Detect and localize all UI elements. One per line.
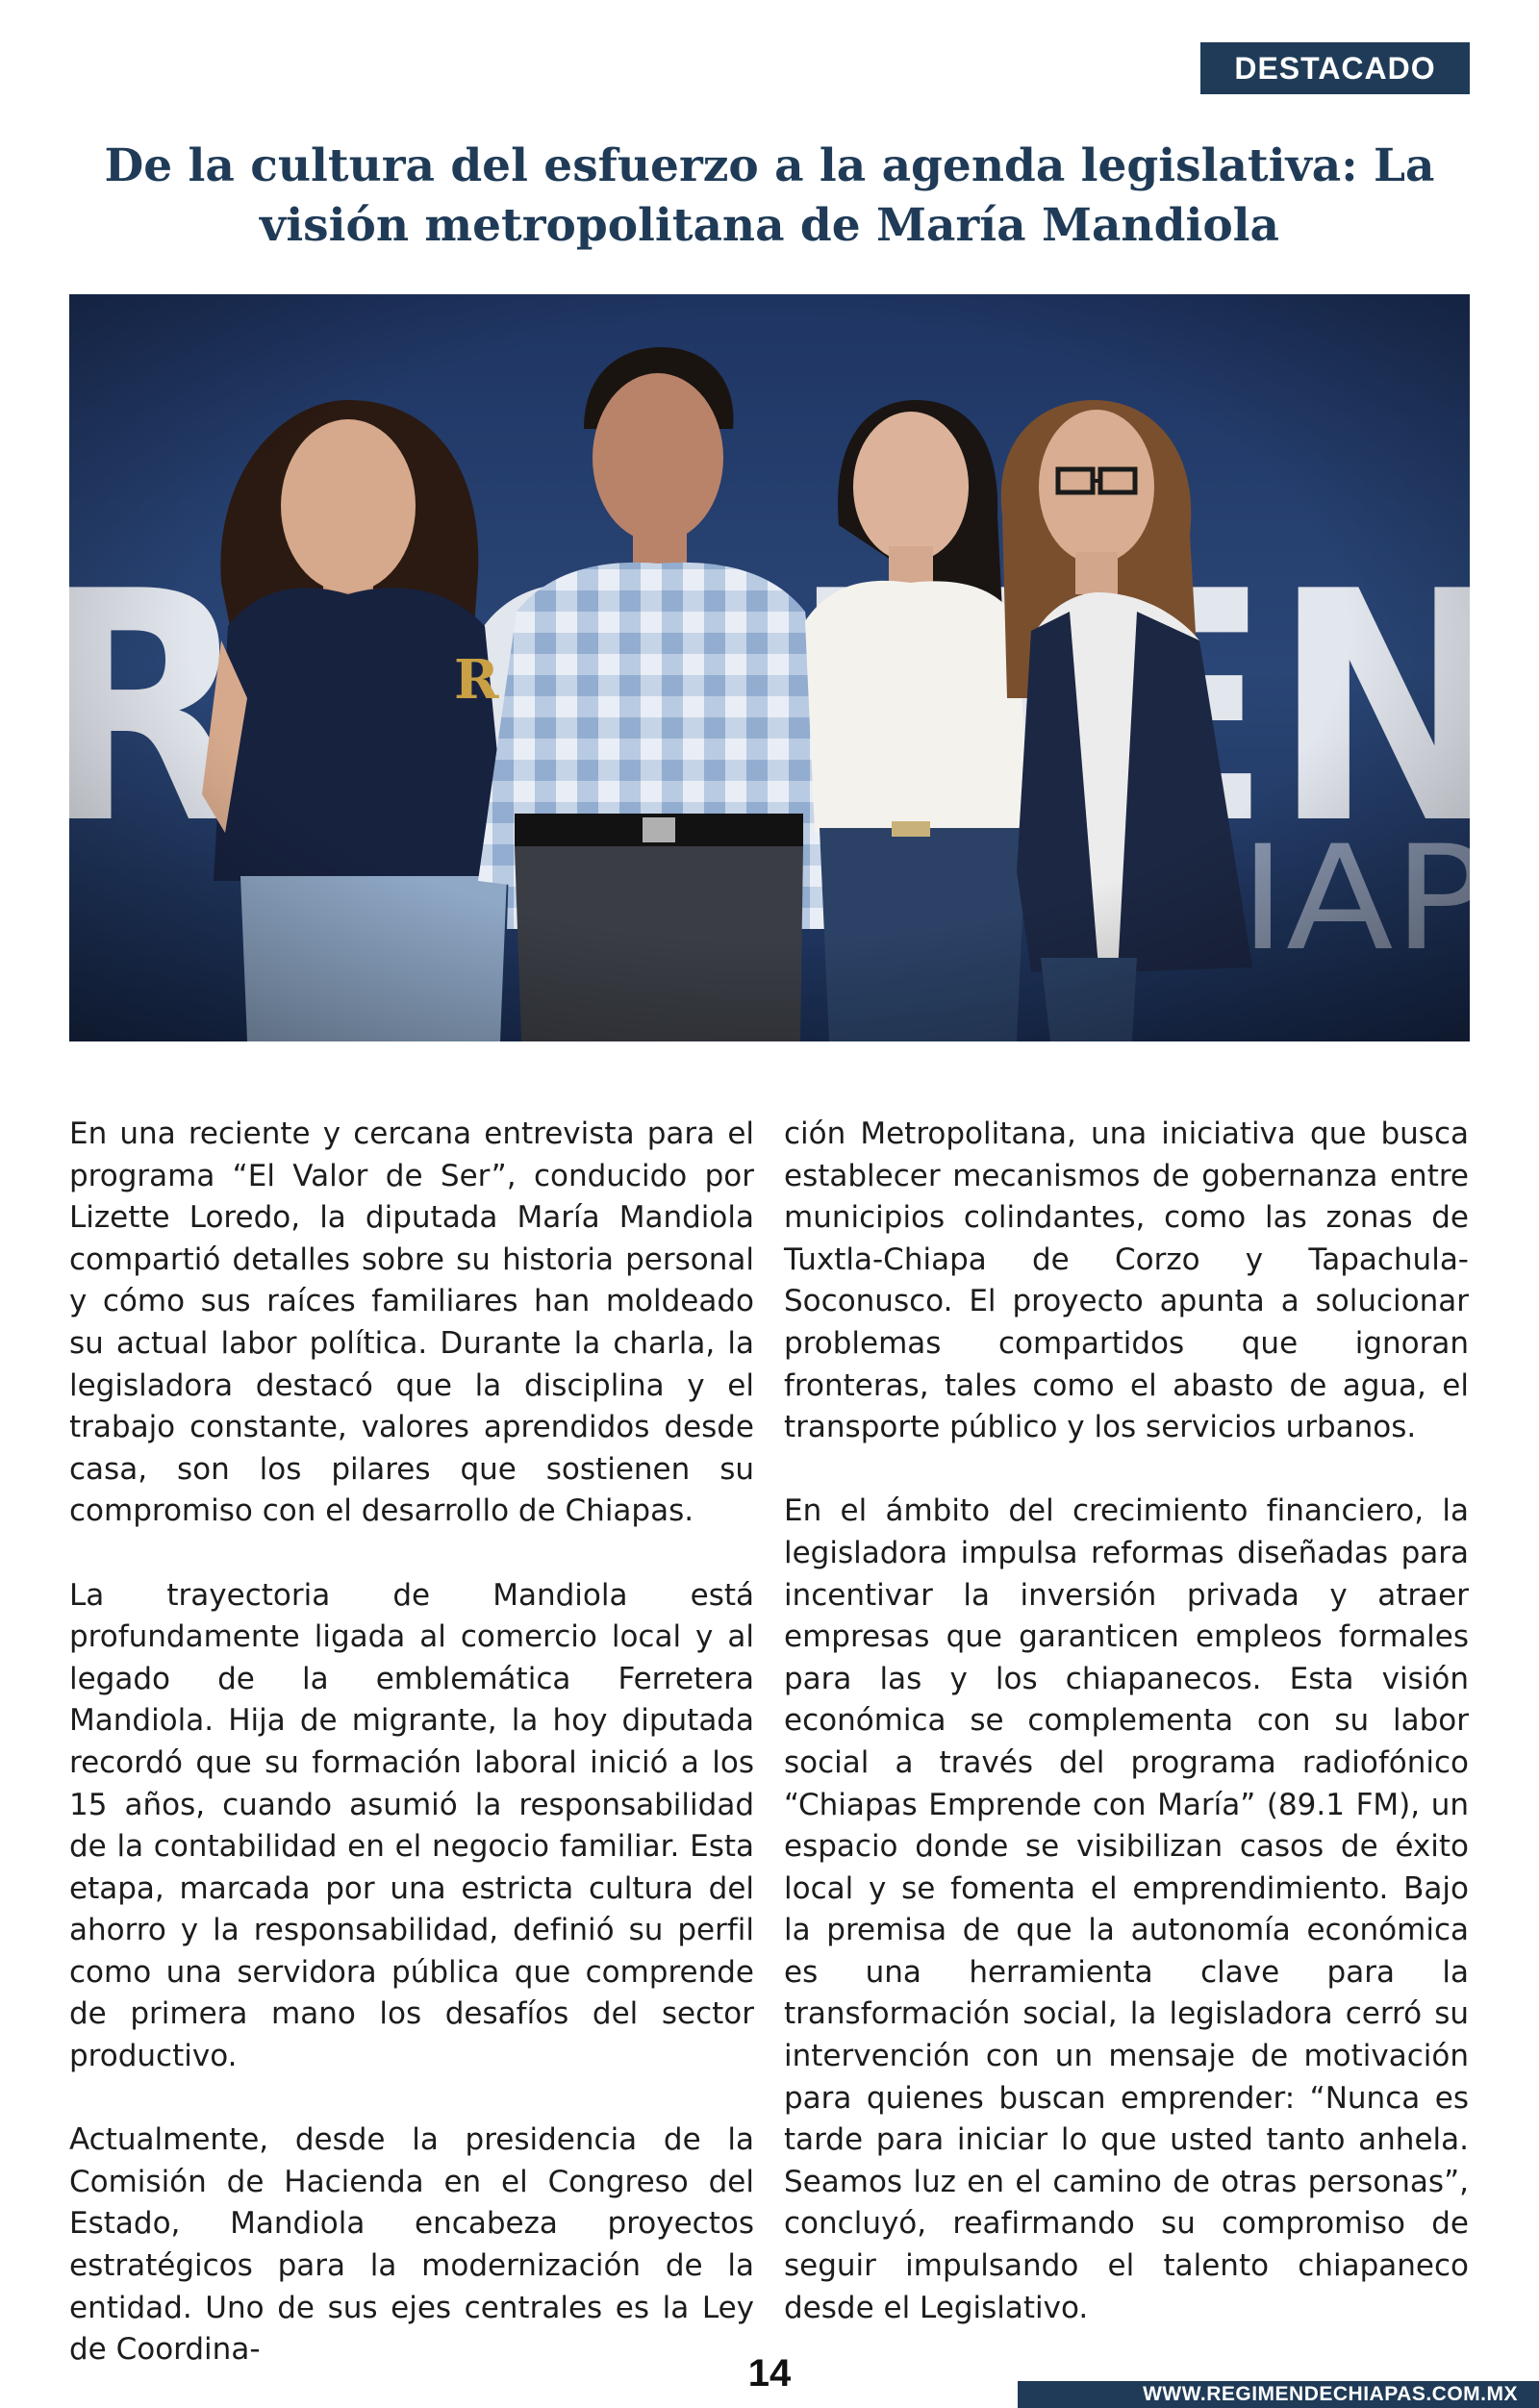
page-number: 14 [747, 2352, 792, 2395]
article-column-left [69, 1114, 754, 2371]
article-photo [69, 294, 1470, 1041]
paragraph: En una reciente y cercana entrevista para el programa “El Valor de Ser”, conducido por Lizette Loredo, la diputada María Mandiola compartió detalles sobre su historia personal y cómo sus raíces familiares han moldeado su actual labor política. Durante la charla, la legisladora destacó que la disciplina y el trabajo constante, valores aprendidos desde casa, son los pilares que sostienen su compromiso con el desarrollo de Chiapas. [69, 1116, 754, 1529]
section-tag: DESTACADO [1200, 42, 1470, 94]
paragraph: ción Metropolitana, una iniciativa que busca establecer mecanismos de gobernanza entre municipios colindantes, como las zonas de Tuxtla-Chiapa de Corzo y Tapachula-Soconusco. El proyecto apunta a solucionar problemas compartidos que ignoran fronteras, tales como el abasto de agua, el transporte público y los servicios urbanos. [784, 1116, 1469, 1445]
paragraph: La trayectoria de Mandiola está profundamente ligada al comercio local y al legado de la emblemática Ferretera Mandiola. Hija de migrante, la hoy diputada recordó que su formación laboral inició a los 15 años, cuando asumió la responsabilidad de la contabilidad en el negocio familiar. Esta etapa, marcada por una estricta cultura del ahorro y la responsabilidad, definió su perfil como una servidora pública que comprende de primera mano los desafíos del sector productivo. [69, 1577, 754, 2074]
paragraph: En el ámbito del crecimiento financiero, la legisladora impulsa reformas diseñadas para incentivar la inversión privada y atraer empresas que garanticen empleos formales para las y los chiapanecos. Esta visión económica se complementa con su labor social a través del programa radiofónico “Chiapas Emprende con María” (89.1 FM), un espacio donde se visibilizan casos de éxito local y se fomenta el emprendimiento. Bajo la premisa de que la autonomía económica es una herramienta clave para la transformación social, la legisladora cerró su intervención con un mensaje de motivación para quienes buscan emprender: “Nunca es tarde para iniciar lo que usted tanto anhela. Seamos luz en el camino de otras personas”, concluyó, reafirmando su compromiso de seguir impulsando el talento chiapaneco desde el Legislativo. [784, 1493, 1469, 2325]
article-column-right [784, 1114, 1469, 2329]
website-footer[interactable] [1018, 2381, 1539, 2408]
website-url[interactable]: WWW.REGIMENDECHIAPAS.COM.MX [1143, 2383, 1518, 2405]
article-headline: De la cultura del esfuerzo a la agenda legislativa: La visión metropolitana de María Mandiola [104, 139, 1435, 252]
paragraph: Actualmente, desde la presidencia de la Comisión de Hacienda en el Congreso del Estado, Mandiola encabeza proyectos estratégicos para la modernización de la entidad. Uno de sus ejes centrales es la Ley de Coordina- [69, 2122, 754, 2368]
